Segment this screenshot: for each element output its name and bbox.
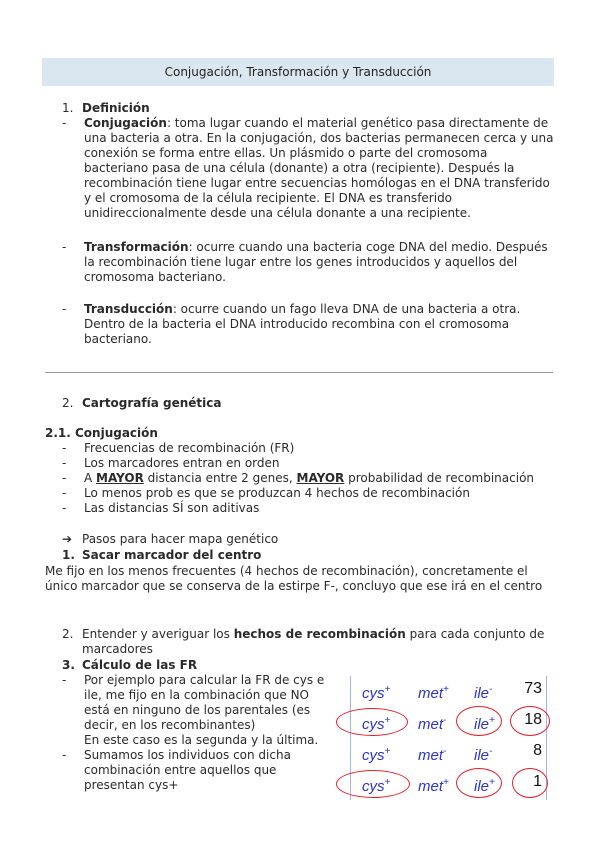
list-item: - Sumamos los individuos con dicha combinación entre aquellos que presentan cys+: [62, 748, 291, 792]
table-row: cys+ met+ ile+ 1: [362, 773, 542, 795]
ile-circle-row4: [456, 768, 502, 798]
steps-intro-text: Pasos para hacer mapa genético: [82, 532, 279, 546]
list-item: - Por ejemplo para calcular la FR de cys e ile, me fijo en la combinación que NO está en ninguno de los parentales (es decir, en los recombinantes): [62, 673, 325, 732]
section-2-title: Cartografía genética: [82, 396, 222, 410]
section-1-number: 1.: [62, 101, 74, 115]
count-circle-row2: [510, 706, 550, 736]
count-circle-row4: [512, 768, 548, 798]
section-1-heading: [62, 101, 552, 116]
section-1-title: Definición: [82, 101, 150, 115]
table-row: cys+ met- ile- 8: [362, 742, 542, 764]
text-conjugacion: : toma lugar cuando el material genético pasa directamente de una bacteria a otra. En la conjugación, dos bacterias permanecen cerca y una conexión se forma entre ellas. Un plásmido o parte del cromosoma bacteriano pasa de una célula (donante) a otra (recipiente). Después la recombinación tiene lugar entre secuencias homólogas en el DNA transferido y el cromosoma de la célula recipiente. El DNA es transferido unidireccionalmente desde una célula donante a una recipiente.: [84, 116, 554, 220]
term-transformacion: Transformación: [84, 240, 189, 254]
table-row: cys+ met+ ile- 73: [362, 680, 542, 702]
cys-circle-row2: [336, 708, 408, 736]
ile-circle-row2: [456, 706, 502, 736]
text-transformacion: : ocurre cuando una bacteria coge DNA del medio. Después la recombinación tiene lugar entre los genes introducidos y aquellos del cromosoma bacteriano.: [84, 240, 548, 284]
step-1-text: Me fijo en los menos frecuentes (4 hechos de recombinación), concretamente el único marcador que se conserva de la estirpe F-, concluyo que ese irá en el centro: [45, 564, 543, 593]
subsection-heading: 2.1. Conjugación: [45, 426, 158, 440]
list-item-continuation: En este caso es la segunda y la última.: [84, 733, 319, 747]
list-item: - Frecuencias de recombinación (FR): [62, 441, 295, 455]
step-2: 2. Entender y averiguar los hechos de recombinación para cada conjunto de marcadores: [62, 627, 545, 656]
bullet-dash: -: [62, 116, 67, 130]
page-title: Conjugación, Transformación y Transducción: [42, 58, 554, 86]
recombination-table: [332, 676, 552, 800]
step-3-bullets: [62, 673, 332, 793]
section-2-number: 2.: [62, 396, 74, 410]
list-item: - Las distancias SÍ son aditivas: [62, 501, 260, 515]
term-transduccion: Transducción: [84, 302, 173, 316]
list-item: - Lo menos prob es que se produzcan 4 hechos de recombinación: [62, 486, 470, 500]
bullet-conjugacion: [62, 116, 554, 221]
table-row: cys+ met- ile+ 18: [362, 711, 542, 733]
section-divider: [45, 372, 553, 373]
step-1-heading: 1. Sacar marcador del centro: [62, 548, 262, 562]
list-item: - A MAYOR distancia entre 2 genes, MAYOR probabilidad de recombinación: [62, 471, 535, 485]
steps-intro: [62, 532, 552, 547]
step-3-heading: 3. Cálculo de las FR: [62, 658, 198, 672]
bullet-transduccion: [62, 302, 554, 347]
bullet-transformacion: [62, 240, 554, 285]
bullet-dash: -: [62, 302, 67, 316]
bullet-dash: -: [62, 240, 67, 254]
list-item: - Los marcadores entran en orden: [62, 456, 280, 470]
text-transduccion: : ocurre cuando un fago lleva DNA de una bacteria a otra. Dentro de la bacteria el DNA introducido recombina con el cromosoma bacteriano.: [84, 302, 521, 346]
section-2-heading: [62, 396, 552, 411]
conjugacion-list: [62, 441, 552, 516]
arrow-icon: ➔: [62, 532, 73, 546]
cys-circle-row4: [336, 770, 410, 798]
term-conjugacion: Conjugación: [84, 116, 167, 130]
